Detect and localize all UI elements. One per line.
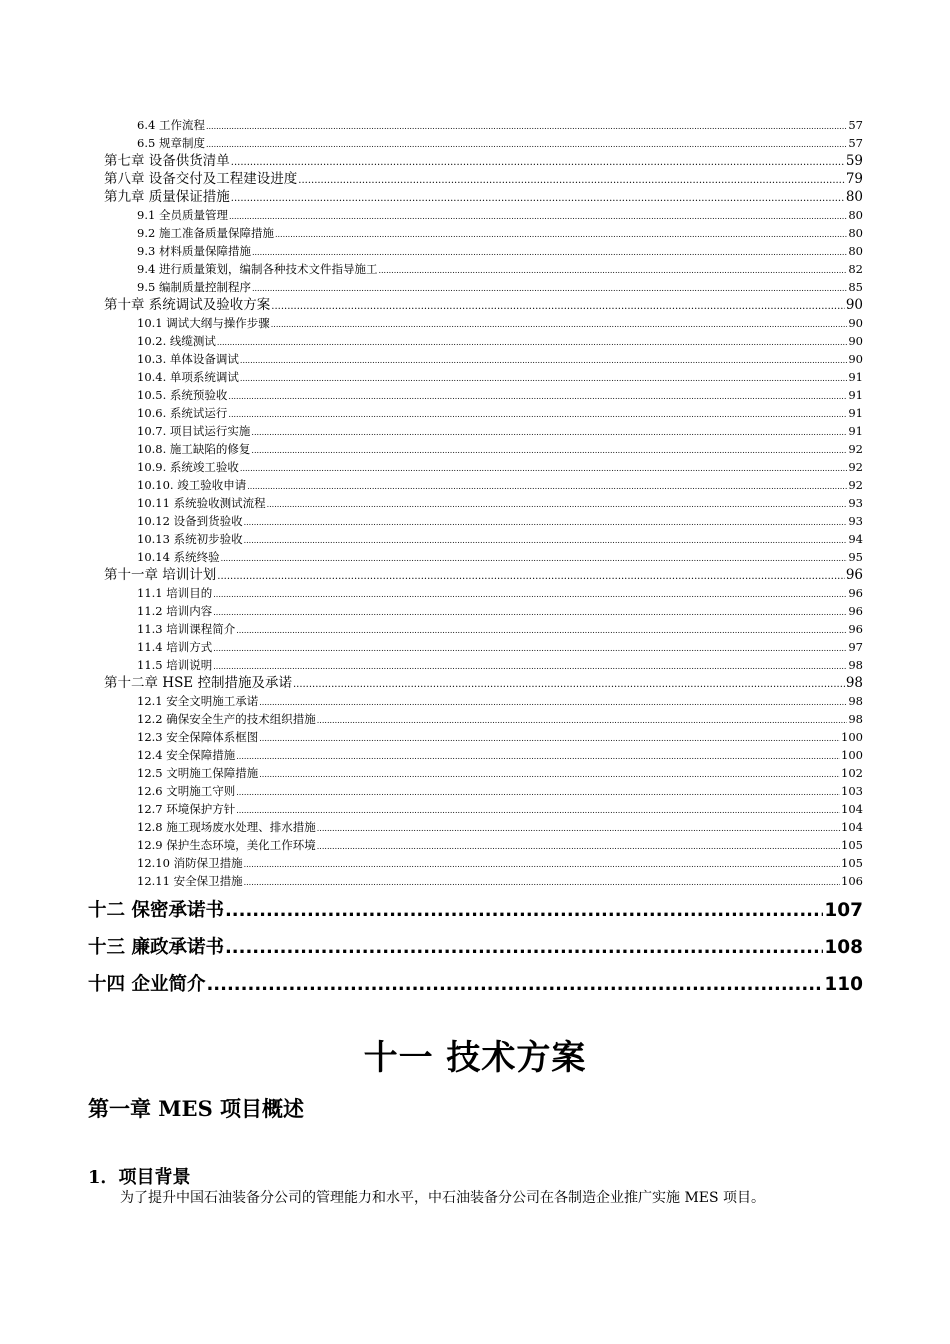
toc-entry-page: 102	[841, 766, 863, 780]
toc-dot-leader	[236, 748, 840, 764]
toc-entry-title: 12.10 消防保卫措施	[137, 856, 243, 870]
toc-entry[interactable]	[137, 278, 863, 296]
toc-dot-leader	[229, 208, 847, 224]
toc-dot-leader	[244, 856, 840, 872]
toc-entry[interactable]	[137, 836, 863, 854]
toc-entry-title: 9.5 编制质量控制程序	[137, 280, 251, 294]
toc-entry-title: 9.1 全员质量管理	[137, 208, 228, 222]
toc-entry[interactable]	[137, 620, 863, 638]
toc-entry[interactable]	[137, 872, 863, 890]
toc-entry-title: 9.3 材料质量保障措施	[137, 244, 251, 258]
toc-entry-page: 100	[841, 748, 863, 762]
toc-dot-leader	[275, 226, 847, 242]
toc-entry-title: 12.1 安全文明施工承诺	[137, 694, 259, 708]
toc-entry-page: 91	[848, 370, 863, 384]
toc-entry[interactable]	[137, 728, 863, 746]
toc-entry-title: 第十一章 培训计划	[104, 567, 217, 583]
toc-dot-leader	[206, 966, 823, 1003]
toc-entry-page: 91	[848, 388, 863, 402]
toc-entry[interactable]	[104, 566, 863, 584]
toc-entry[interactable]	[104, 170, 863, 188]
toc-entry-title: 十四 企业简介	[88, 974, 206, 995]
toc-entry-page: 96	[848, 604, 863, 618]
toc-dot-leader	[228, 388, 847, 404]
toc-entry-title: 12.6 文明施工守则	[137, 784, 236, 798]
toc-dot-leader	[206, 136, 847, 152]
toc-entry-page: 59	[845, 153, 863, 169]
toc-entry-page: 98	[848, 694, 863, 708]
toc-entry[interactable]	[137, 854, 863, 872]
toc-dot-leader	[317, 712, 848, 728]
toc-dot-leader	[231, 190, 845, 206]
toc-entry-page: 98	[848, 658, 863, 672]
toc-entry[interactable]	[137, 602, 863, 620]
toc-dot-leader	[236, 802, 840, 818]
toc-entry[interactable]	[137, 476, 863, 494]
toc-entry-page: 104	[841, 820, 863, 834]
toc-entry[interactable]	[137, 404, 863, 422]
toc-entry[interactable]	[104, 296, 863, 314]
toc-entry-title: 十二 保密承诺书	[88, 900, 224, 921]
toc-entry-title: 10.1 调试大纲与操作步骤	[137, 316, 270, 330]
toc-dot-leader	[378, 262, 847, 278]
toc-entry-title: 10.4. 单项系统调试	[137, 370, 239, 384]
toc-entry[interactable]	[104, 674, 863, 692]
toc-entry-page: 94	[848, 532, 863, 546]
toc-entry[interactable]	[137, 800, 863, 818]
toc-entry[interactable]	[137, 386, 863, 404]
toc-entry-page: 92	[848, 460, 863, 474]
toc-entry-page: 90	[848, 334, 863, 348]
toc-entry-page: 80	[845, 189, 863, 205]
toc-dot-leader	[225, 929, 823, 966]
toc-entry[interactable]	[137, 242, 863, 260]
part-title: 十一 技术方案	[363, 1038, 587, 1078]
toc-entry[interactable]	[137, 422, 863, 440]
toc-entry-page: 93	[848, 496, 863, 510]
toc-entry-page: 105	[841, 856, 863, 870]
toc-entry-title: 10.13 系统初步验收	[137, 532, 243, 546]
toc-dot-leader	[259, 730, 840, 746]
toc-entry-page: 85	[848, 280, 863, 294]
toc-entry[interactable]	[137, 710, 863, 728]
toc-entry-page: 98	[848, 712, 863, 726]
toc-dot-leader	[271, 298, 845, 314]
toc-entry-page: 107	[824, 900, 863, 921]
toc-entry-title: 第八章 设备交付及工程建设进度	[104, 171, 298, 187]
toc-dot-leader	[271, 316, 848, 332]
toc-entry-page: 90	[848, 316, 863, 330]
toc-entry[interactable]	[137, 818, 863, 836]
toc-entry-title: 10.9. 系统竣工验收	[137, 460, 239, 474]
toc-entry[interactable]	[137, 656, 863, 674]
toc-entry[interactable]	[137, 530, 863, 548]
toc-entry-page: 92	[848, 442, 863, 456]
toc-entry-title: 10.5. 系统预验收	[137, 388, 228, 402]
toc-entry-title: 6.5 规章制度	[137, 136, 205, 150]
toc-entry[interactable]	[137, 494, 863, 512]
toc-entry[interactable]	[137, 224, 863, 242]
toc-entry[interactable]	[137, 260, 863, 278]
toc-dot-leader	[252, 244, 847, 260]
toc-entry[interactable]	[137, 116, 863, 134]
toc-entry-page: 96	[848, 622, 863, 636]
toc-entry-page: 103	[841, 784, 863, 798]
toc-dot-leader	[240, 370, 847, 386]
chapter-title: 第一章 MES 项目概述	[88, 1096, 305, 1121]
toc-entry-title: 11.5 培训说明	[137, 658, 213, 672]
toc-entry-title: 11.3 培训课程简介	[137, 622, 236, 636]
toc-entry-page: 108	[824, 937, 863, 958]
toc-entry[interactable]	[137, 746, 863, 764]
toc-entry-page: 82	[848, 262, 863, 276]
toc-entry-title: 11.2 培训内容	[137, 604, 213, 618]
toc-entry-title: 10.6. 系统试运行	[137, 406, 228, 420]
toc-entry-title: 10.11 系统验收测试流程	[137, 496, 266, 510]
toc-entry-title: 第十二章 HSE 控制措施及承诺	[104, 675, 292, 691]
toc-entry[interactable]	[137, 512, 863, 530]
toc-entry-title: 10.3. 单体设备调试	[137, 352, 239, 366]
toc-entry-page: 100	[841, 730, 863, 744]
toc-entry[interactable]	[137, 764, 863, 782]
toc-dot-leader	[213, 658, 847, 674]
toc-entry-title: 10.10. 竣工验收申请	[137, 478, 247, 492]
toc-entry-page: 92	[848, 478, 863, 492]
toc-entry-title: 第十章 系统调试及验收方案	[104, 297, 271, 313]
toc-entry-title: 第七章 设备供货清单	[104, 153, 230, 169]
toc-entry-title: 12.9 保护生态环境，美化工作环境	[137, 838, 316, 852]
toc-entry[interactable]	[137, 584, 863, 602]
toc-entry[interactable]	[137, 782, 863, 800]
toc-dot-leader	[231, 154, 845, 170]
toc-dot-leader	[244, 874, 840, 890]
toc-entry-page: 80	[848, 244, 863, 258]
toc-entry-title: 10.14 系统终验	[137, 550, 220, 564]
toc-entry-title: 12.7 环境保护方针	[137, 802, 236, 816]
toc-dot-leader	[228, 406, 847, 422]
toc-entry-title: 12.2 确保安全生产的技术组织措施	[137, 712, 316, 726]
toc-entry-title: 12.5 文明施工保障措施	[137, 766, 259, 780]
toc-entry-page: 57	[848, 136, 863, 150]
toc-entry[interactable]	[88, 892, 863, 929]
toc-dot-leader	[298, 172, 845, 188]
toc-dot-leader	[251, 424, 847, 440]
toc-dot-leader	[317, 838, 840, 854]
toc-dot-leader	[317, 820, 840, 836]
toc-dot-leader	[293, 676, 845, 692]
toc-dot-leader	[247, 478, 847, 494]
toc-entry[interactable]	[104, 152, 863, 170]
toc-entry-page: 80	[848, 208, 863, 222]
toc-entry[interactable]	[137, 692, 863, 710]
toc-entry-title: 11.4 培训方式	[137, 640, 213, 654]
toc-dot-leader	[251, 442, 847, 458]
toc-dot-leader	[236, 784, 840, 800]
section-title: 1．项目背景	[88, 1167, 191, 1188]
toc-entry-page: 106	[841, 874, 863, 888]
toc-entry[interactable]	[88, 929, 863, 966]
toc-entry[interactable]	[137, 548, 863, 566]
toc-entry-page: 95	[848, 550, 863, 564]
toc-entry-title: 9.2 施工准备质量保障措施	[137, 226, 274, 240]
toc-dot-leader	[206, 118, 847, 134]
toc-entry-page: 79	[845, 171, 863, 187]
toc-entry-page: 90	[848, 352, 863, 366]
toc-entry-title: 10.7. 项目试运行实施	[137, 424, 251, 438]
toc-entry[interactable]	[137, 368, 863, 386]
toc-entry[interactable]	[137, 134, 863, 152]
toc-dot-leader	[225, 892, 823, 929]
toc-dot-leader	[259, 766, 840, 782]
toc-entry-title: 12.8 施工现场废水处理、排水措施	[137, 820, 316, 834]
toc-entry[interactable]	[137, 206, 863, 224]
toc-dot-leader	[252, 280, 847, 296]
toc-entry[interactable]	[104, 188, 863, 206]
toc-dot-leader	[244, 514, 848, 530]
toc-entry-title: 十三 廉政承诺书	[88, 937, 224, 958]
toc-dot-leader	[240, 352, 847, 368]
toc-dot-leader	[213, 640, 847, 656]
toc-dot-leader	[221, 550, 848, 566]
toc-entry-page: 104	[841, 802, 863, 816]
toc-dot-leader	[267, 496, 848, 512]
toc-entry-page: 97	[848, 640, 863, 654]
toc-entry[interactable]	[137, 350, 863, 368]
toc-dot-leader	[213, 604, 847, 620]
toc-dot-leader	[213, 586, 847, 602]
toc-entry-page: 110	[824, 974, 863, 995]
toc-entry-page: 93	[848, 514, 863, 528]
toc-entry-title: 6.4 工作流程	[137, 118, 205, 132]
toc-entry-page: 96	[848, 586, 863, 600]
toc-entry-page: 91	[848, 424, 863, 438]
toc-dot-leader	[259, 694, 847, 710]
toc-dot-leader	[217, 334, 847, 350]
toc-dot-leader	[236, 622, 847, 638]
toc-entry-title: 9.4 进行质量策划，编制各种技术文件指导施工	[137, 262, 378, 276]
toc-entry-title: 第九章 质量保证措施	[104, 189, 230, 205]
toc-dot-leader	[217, 568, 845, 584]
toc-entry[interactable]	[137, 440, 863, 458]
toc-entry-page: 90	[845, 297, 863, 313]
toc-entry-title: 10.2. 线缆测试	[137, 334, 216, 348]
toc-entry[interactable]	[137, 314, 863, 332]
toc-entry-page: 98	[845, 675, 863, 691]
toc-dot-leader	[240, 460, 847, 476]
toc-entry-page: 57	[848, 118, 863, 132]
toc-entry-page: 91	[848, 406, 863, 420]
toc-entry-page: 105	[841, 838, 863, 852]
toc-entry-title: 12.3 安全保障体系框图	[137, 730, 259, 744]
toc-entry-title: 10.8. 施工缺陷的修复	[137, 442, 251, 456]
toc-entry-page: 80	[848, 226, 863, 240]
body-paragraph: 为了提升中国石油装备分公司的管理能力和水平，中石油装备分公司在各制造企业推广实施 MES 项目。	[120, 1190, 766, 1206]
toc-dot-leader	[244, 532, 848, 548]
toc-entry[interactable]	[88, 966, 863, 1003]
toc-entry[interactable]	[137, 638, 863, 656]
toc-entry-title: 11.1 培训目的	[137, 586, 213, 600]
toc-entry-page: 96	[845, 567, 863, 583]
toc-entry-title: 12.11 安全保卫措施	[137, 874, 243, 888]
toc-entry-title: 12.4 安全保障措施	[137, 748, 236, 762]
toc-entry[interactable]	[137, 458, 863, 476]
toc-entry[interactable]	[137, 332, 863, 350]
table-of-contents	[0, 116, 950, 1003]
toc-entry-title: 10.12 设备到货验收	[137, 514, 243, 528]
